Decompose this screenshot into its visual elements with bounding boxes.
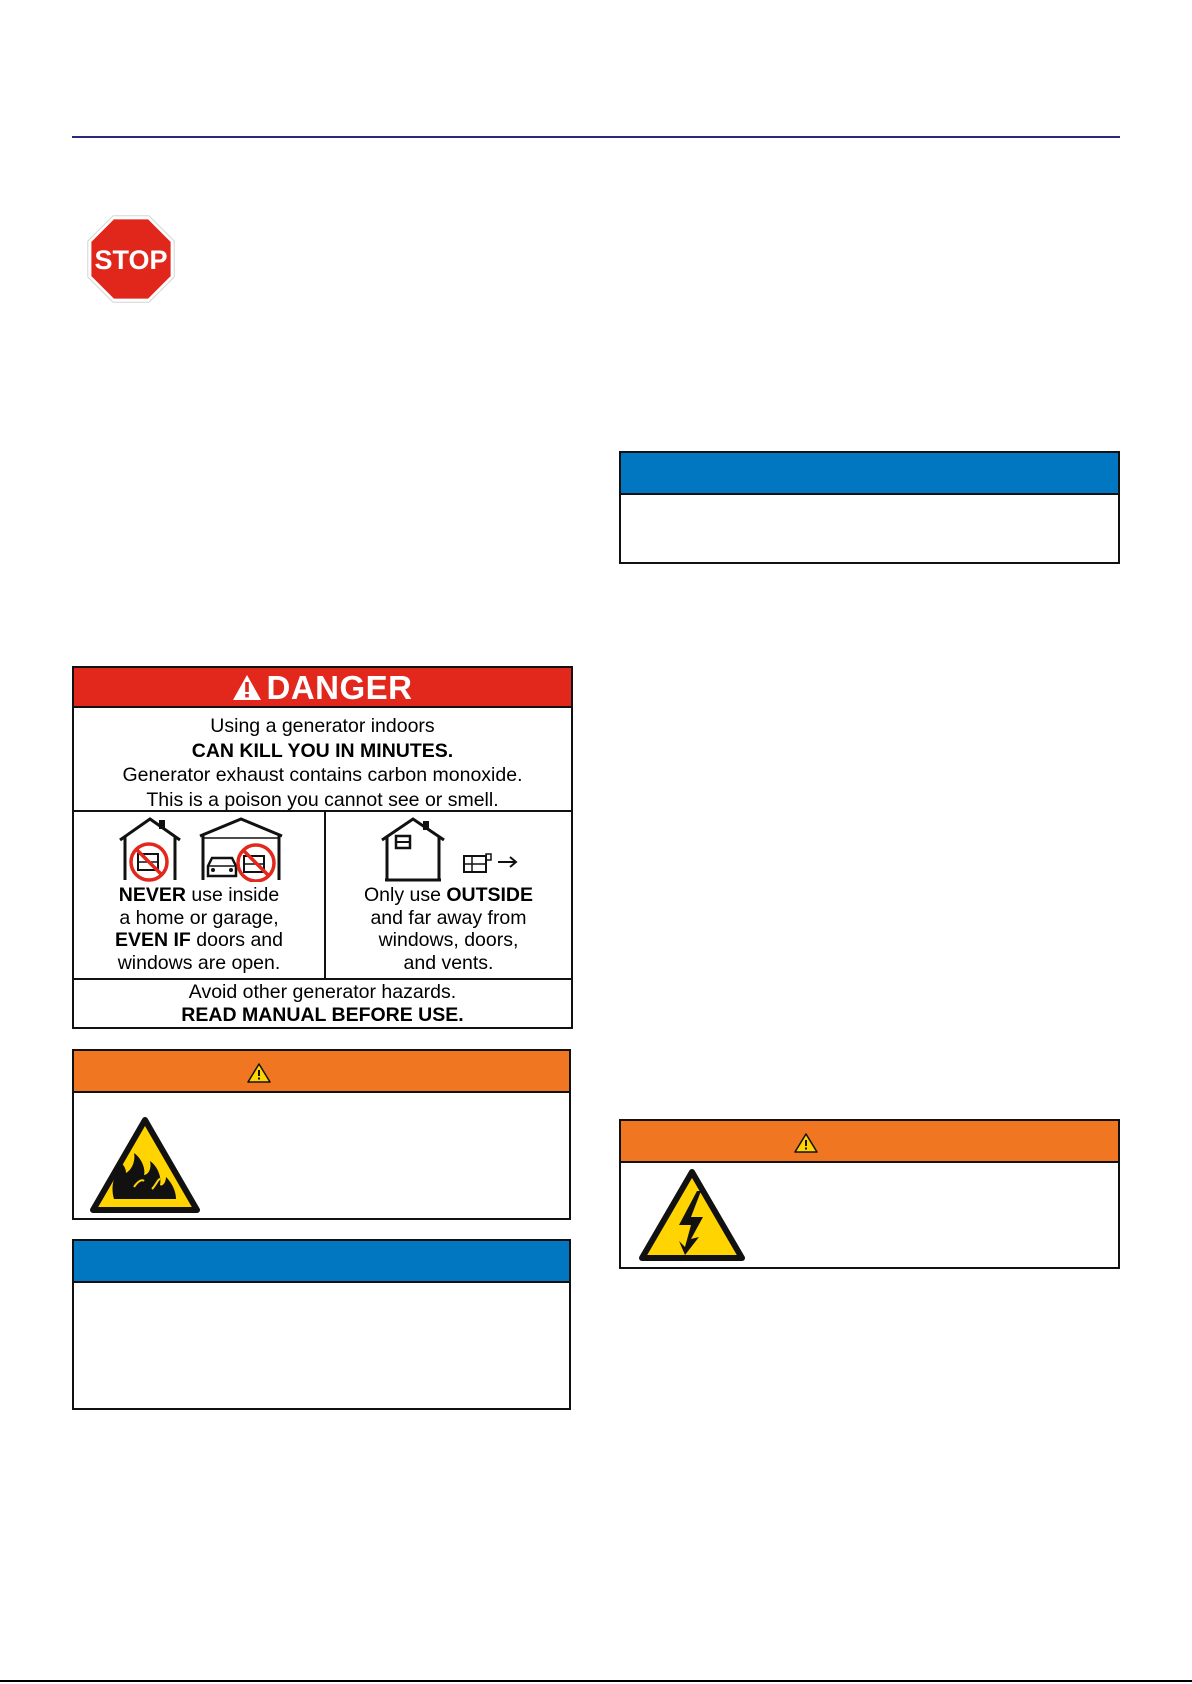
danger-footer-line <box>74 1004 571 1027</box>
warning-header-bar <box>621 1121 1118 1163</box>
never-text: windows are open. <box>117 951 281 974</box>
danger-intro <box>74 708 571 812</box>
footer-rule <box>0 1680 1192 1682</box>
outside-only-text <box>326 884 571 974</box>
danger-footer-line: Avoid other generator hazards. <box>188 981 457 1003</box>
generator-outside-icon <box>462 850 520 876</box>
stop-sign-text: STOP <box>94 244 168 275</box>
warning-triangle-icon <box>794 1133 818 1153</box>
outside-text: and far away from <box>370 906 527 929</box>
never-bold: NEVER <box>118 884 186 906</box>
garage-no-generator-icon <box>198 816 284 882</box>
danger-footer <box>74 980 571 1027</box>
danger-intro-line: Using a generator indoors <box>210 715 435 737</box>
danger-footer-emphasis: READ MANUAL BEFORE USE. <box>181 1003 464 1026</box>
stop-sign-icon <box>86 214 176 304</box>
danger-intro-line <box>74 739 571 764</box>
never-indoors-text <box>74 884 324 974</box>
warning-header-bar <box>74 1051 569 1093</box>
danger-intro-emphasis: CAN KILL YOU IN MINUTES. <box>191 739 454 762</box>
outside-only-column <box>326 812 571 978</box>
outside-text: Only use <box>363 884 447 906</box>
house-icon <box>380 816 446 882</box>
never-text: use inside <box>185 884 280 906</box>
danger-title: DANGER <box>266 668 413 706</box>
even-if-bold: EVEN IF <box>114 929 191 951</box>
outside-text: and vents. <box>403 951 494 974</box>
danger-intro-line: Generator exhaust contains carbon monoxide. <box>122 764 523 786</box>
danger-header <box>74 668 571 708</box>
notice-header-bar <box>621 453 1118 495</box>
notice-box <box>619 451 1120 564</box>
outside-text: windows, doors, <box>378 929 519 951</box>
warning-triangle-icon <box>247 1063 271 1083</box>
notice-box <box>72 1239 571 1410</box>
house-no-generator-icon <box>118 816 182 882</box>
header-rule <box>72 136 1120 138</box>
outside-bold: OUTSIDE <box>446 884 534 906</box>
fire-warning-box <box>72 1049 571 1220</box>
never-text: a home or garage, <box>119 906 279 929</box>
warning-triangle-icon <box>232 674 262 701</box>
never-text: doors and <box>190 929 283 951</box>
fire-hazard-icon <box>90 1117 200 1213</box>
danger-pictogram-panel <box>74 812 571 980</box>
electric-shock-hazard-icon <box>639 1169 745 1261</box>
danger-intro-line: This is a poison you cannot see or smell. <box>146 788 499 811</box>
shock-warning-box <box>619 1119 1120 1269</box>
danger-label <box>72 666 573 1029</box>
notice-header-bar <box>74 1241 569 1283</box>
never-indoors-column <box>74 812 324 978</box>
